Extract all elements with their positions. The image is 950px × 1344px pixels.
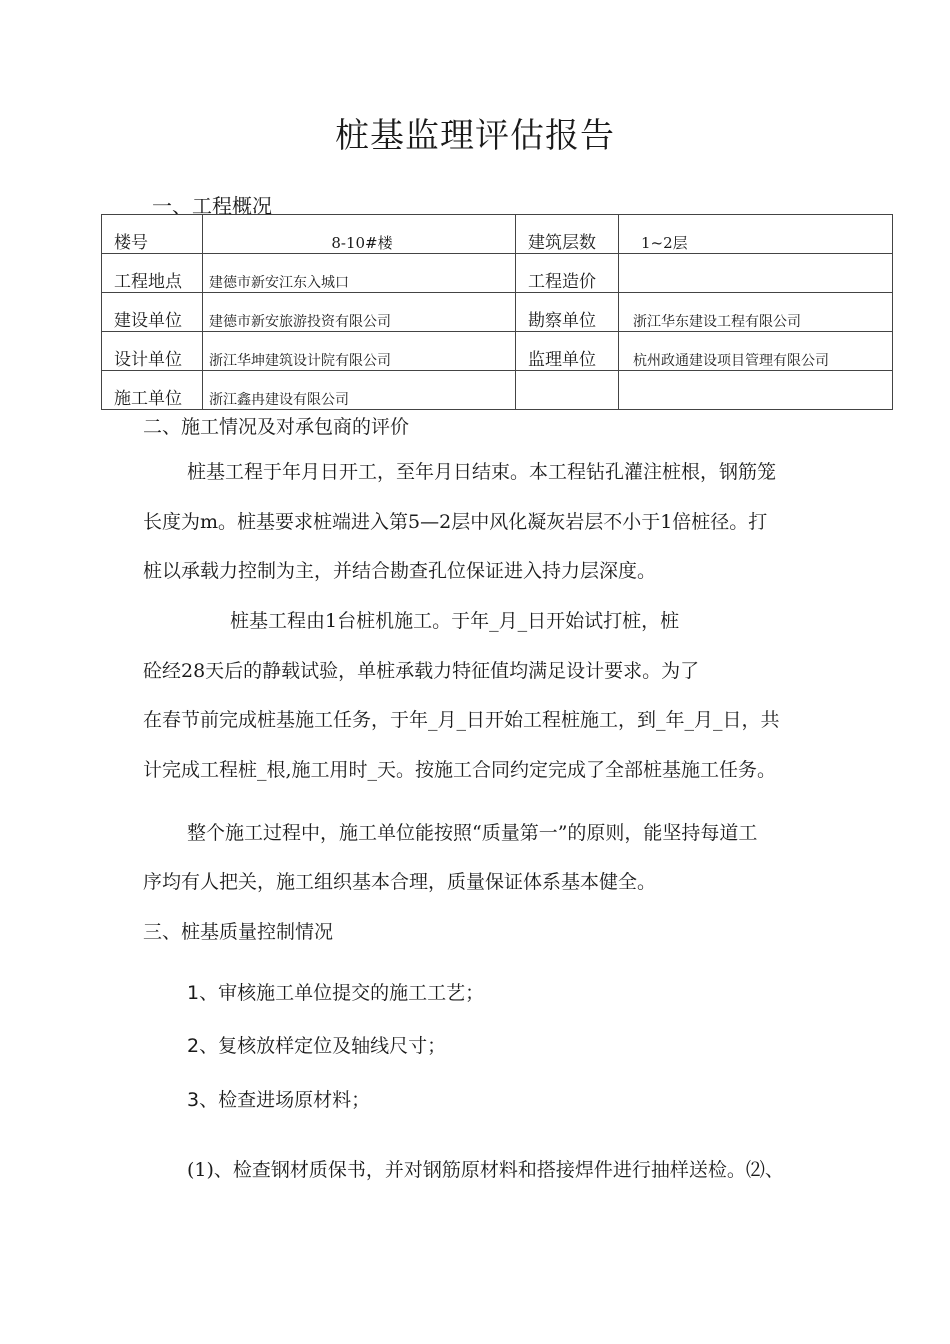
body-line: 长度为m。桩基要求桩端进入第5—2层中风化凝灰岩层不小于1倍桩径。打: [143, 511, 768, 533]
table-cell: 1~2层: [619, 215, 893, 254]
table-cell: 设计单位: [102, 332, 203, 371]
page-title: 桩基监理评估报告: [335, 116, 615, 156]
project-overview-table: [101, 214, 893, 410]
table-cell: 工程造价: [516, 254, 619, 293]
table-cell: [619, 254, 893, 293]
table-cell: 建筑层数: [516, 215, 619, 254]
table-row: [102, 254, 893, 293]
body-line: 桩基工程由1台桩机施工。于年_月_日开始试打桩，桩: [230, 610, 680, 632]
body-line: 桩基工程于年月日开工，至年月日结束。本工程钻孔灌注桩根，钢筋笼: [187, 461, 777, 483]
list-item: 3、检查进场原材料；: [187, 1089, 371, 1111]
table-row: [102, 293, 893, 332]
table-cell: 建设单位: [102, 293, 203, 332]
table-cell: 浙江鑫冉建设有限公司: [203, 371, 516, 410]
list-item: 2、复核放样定位及轴线尺寸；: [187, 1035, 447, 1057]
table-cell: [619, 371, 893, 410]
table-row: [102, 332, 893, 371]
body-line: 砼经28天后的静载试验，单桩承载力特征值均满足设计要求。为了: [143, 660, 700, 682]
table-cell: 杭州政通建设项目管理有限公司: [619, 332, 893, 371]
list-item: 1、审核施工单位提交的施工工艺；: [187, 982, 485, 1004]
body-line: 计完成工程桩_根,施工用时_天。按施工合同约定完成了全部桩基施工任务。: [143, 759, 777, 781]
body-line: 序均有人把关，施工组织基本合理，质量保证体系基本健全。: [143, 871, 657, 893]
table-cell: 楼号: [102, 215, 203, 254]
table-row: [102, 371, 893, 410]
table-cell: [516, 371, 619, 410]
section-heading-construction: 二、施工情况及对承包商的评价: [143, 416, 410, 438]
section-heading-quality: 三、桩基质量控制情况: [143, 921, 334, 943]
table-cell: 监理单位: [516, 332, 619, 371]
table-cell: 建德市新安江东入城口: [203, 254, 516, 293]
table-cell: 8-10#楼: [203, 215, 516, 254]
body-line: 整个施工过程中，施工单位能按照“质量第一”的原则，能坚持每道工: [187, 822, 758, 844]
body-line: 在春节前完成桩基施工任务，于年_月_日开始工程桩施工，到_年_月_日，共: [143, 709, 780, 731]
table-cell: 建德市新安旅游投资有限公司: [203, 293, 516, 332]
table-cell: 工程地点: [102, 254, 203, 293]
table-row: [102, 215, 893, 254]
body-line: 桩以承载力控制为主，并结合勘查孔位保证进入持力层深度。: [143, 560, 657, 582]
table-cell: 施工单位: [102, 371, 203, 410]
section-heading-overview: 一、工程概况: [152, 194, 272, 218]
table-cell: 勘察单位: [516, 293, 619, 332]
table-cell: 浙江华东建设工程有限公司: [619, 293, 893, 332]
body-line: (1)、检查钢材质保书，并对钢筋原材料和搭接焊件进行抽样送检。⑵、: [187, 1159, 784, 1181]
table-cell: 浙江华坤建筑设计院有限公司: [203, 332, 516, 371]
